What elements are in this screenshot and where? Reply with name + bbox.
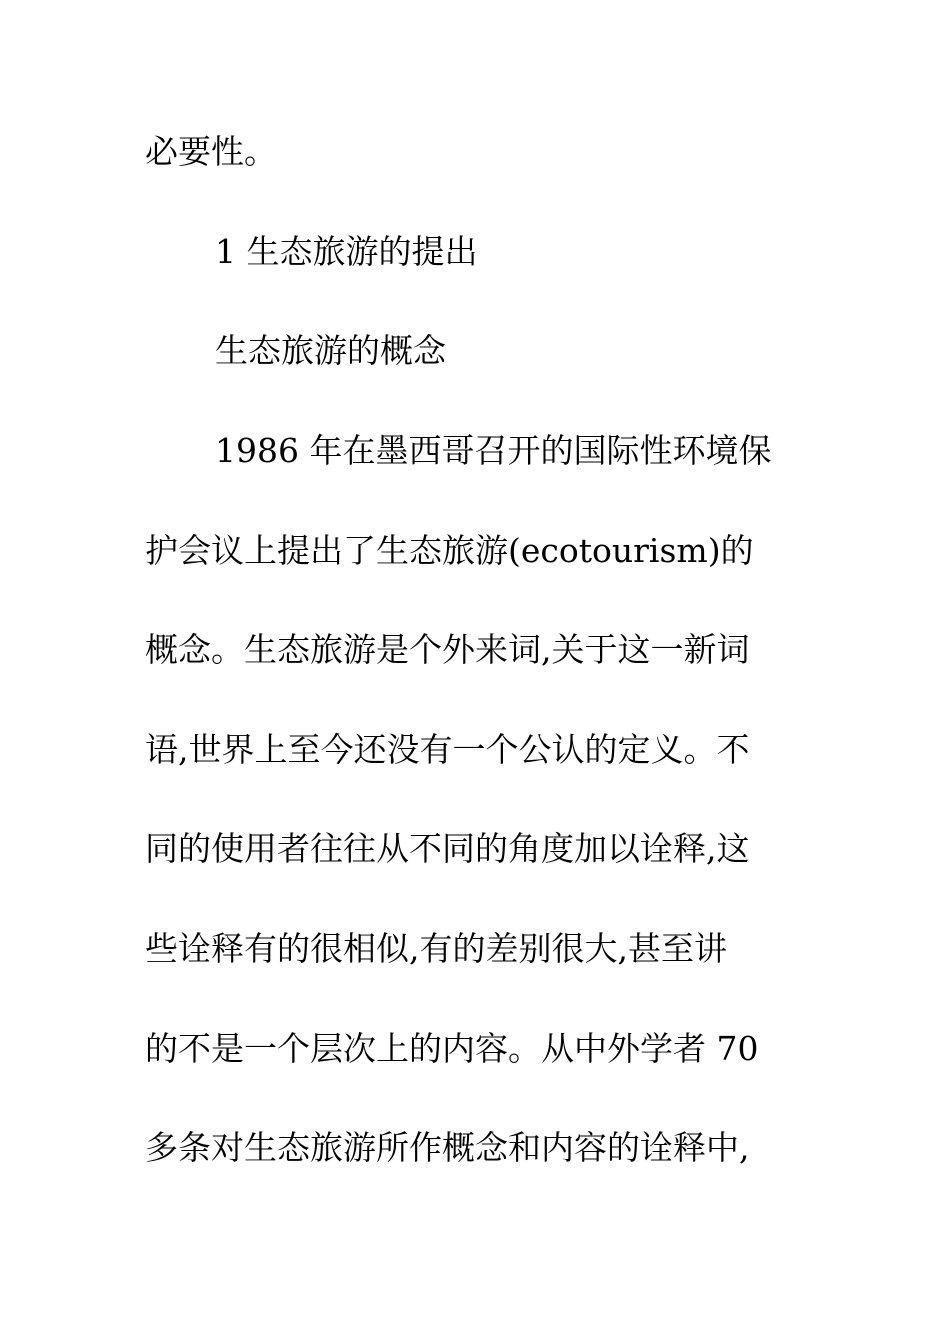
paragraph-line-6: 些诠释有的很相似,有的差别很大,甚至讲 [145,929,727,968]
text-line-1: 必要性。 [145,132,277,171]
paragraph-line-7: 的不是一个层次上的内容。从中外学者 70 [145,1029,759,1068]
paragraph-line-1: 1986 年在墨西哥召开的国际性环境保 [215,431,772,470]
paragraph-line-8: 多条对生态旅游所作概念和内容的诠释中, [145,1128,750,1167]
subsection-heading: 生态旅游的概念 [215,331,446,370]
section-heading: 1 生态旅游的提出 [215,232,478,271]
paragraph-line-3: 概念。生态旅游是个外来词,关于这一新词 [145,630,750,669]
paragraph-line-4: 语,世界上至今还没有一个公认的定义。不 [145,730,750,769]
paragraph-line-5: 同的使用者往往从不同的角度加以诠释,这 [145,829,750,868]
paragraph-line-2: 护会议上提出了生态旅游(ecotourism)的 [145,531,754,570]
